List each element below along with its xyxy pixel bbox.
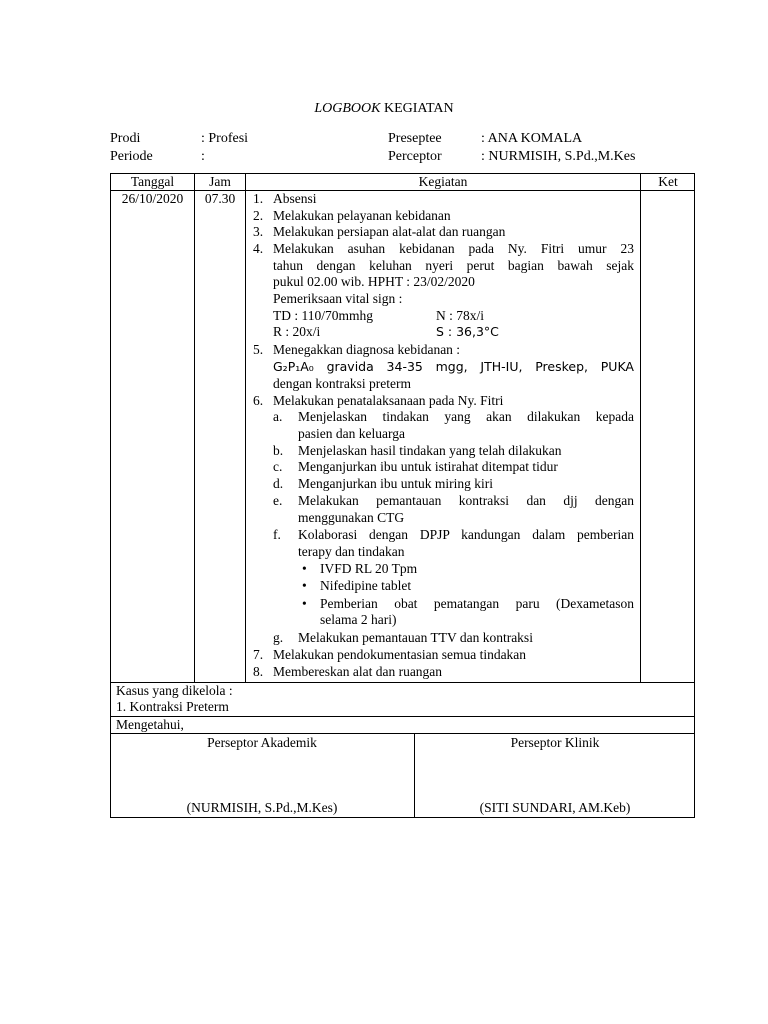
bullet-icon: • <box>302 561 307 576</box>
jam-value: 07.30 <box>204 191 236 206</box>
perceptor-label: Perceptor <box>388 149 442 164</box>
sub-item-letter: g. <box>273 630 284 645</box>
prodi-value: : Profesi <box>201 131 249 146</box>
item-text: Absensi <box>273 191 317 206</box>
sub-item-text: Kolaborasi dengan DPJP kandungan dalam pemberian <box>298 527 634 542</box>
item-number: 6. <box>253 393 264 408</box>
bullet-text: Nifedipine tablet <box>320 578 412 593</box>
bullet-text: selama 2 hari) <box>320 612 397 627</box>
sub-item-text: Melakukan pemantauan kontraksi dan djj dengan <box>298 493 634 508</box>
item-number: 8. <box>253 664 264 679</box>
periode-value: : <box>201 149 205 164</box>
title-italic: LOGBOOK <box>314 101 381 116</box>
periode-label: Periode <box>110 149 153 164</box>
kegiatan-list <box>253 190 634 682</box>
item-number: 1. <box>253 191 264 206</box>
item-text: Pemeriksaan vital sign : <box>273 291 403 306</box>
preseptee-value: : ANA KOMALA <box>481 131 583 146</box>
perseptor-divider <box>110 733 695 734</box>
vital-r: R : 20x/i <box>273 324 321 339</box>
header-ket: Ket <box>658 174 678 189</box>
perseptor-klinik-title: Perseptor Klinik <box>510 735 600 750</box>
tanggal-value: 26/10/2020 <box>121 191 184 206</box>
bullet-text: Pemberian obat pematangan paru (Dexametason <box>320 596 634 611</box>
sub-item-text: Menganjurkan ibu untuk miring kiri <box>298 476 493 491</box>
mengetahui-label: Mengetahui, <box>116 717 184 732</box>
sub-item-text: Menjelaskan tindakan yang akan dilakukan kepada <box>298 409 634 424</box>
item-text: Melakukan penatalaksanaan pada Ny. Fitri <box>273 393 504 408</box>
sub-item-text: Menjelaskan hasil tindakan yang telah dilakukan <box>298 443 562 458</box>
kasus-label: Kasus yang dikelola : <box>116 683 233 698</box>
perseptor-klinik-signature: (SITI SUNDARI, AM.Keb) <box>479 800 631 815</box>
col-divider-jam <box>245 173 246 683</box>
item-text: Melakukan pendokumentasian semua tindakan <box>273 647 527 662</box>
perseptor-akademik-signature: (NURMISIH, S.Pd.,M.Kes) <box>186 800 338 815</box>
bullet-text: IVFD RL 20 Tpm <box>320 561 418 576</box>
sub-item-letter: f. <box>273 527 281 542</box>
vital-td: TD : 110/70mmhg <box>273 308 373 323</box>
item-number: 2. <box>253 208 264 223</box>
kasus-item: 1. Kontraksi Preterm <box>116 699 229 714</box>
sub-item-text: pasien dan keluarga <box>298 426 405 441</box>
perceptor-value: : NURMISIH, S.Pd.,M.Kes <box>481 149 636 164</box>
item-number: 7. <box>253 647 264 662</box>
col-divider-kegiatan <box>640 173 641 683</box>
mengetahui-divider <box>110 716 695 717</box>
sub-item-text: menggunakan CTG <box>298 510 405 525</box>
item-number: 3. <box>253 224 264 239</box>
sub-item-letter: a. <box>273 409 283 424</box>
sub-item-text: Melakukan pemantauan TTV dan kontraksi <box>298 630 533 645</box>
item-text: Melakukan persiapan alat-alat dan ruangan <box>273 224 506 239</box>
item-text: dengan kontraksi preterm <box>273 376 411 391</box>
sub-item-letter: b. <box>273 443 284 458</box>
preseptee-label: Preseptee <box>388 131 442 146</box>
bullet-icon: • <box>302 596 307 611</box>
col-divider-tanggal <box>194 173 195 683</box>
item-number: 5. <box>253 342 264 357</box>
item-text: Menegakkan diagnosa kebidanan : <box>273 342 461 357</box>
sub-item-letter: e. <box>273 493 283 508</box>
vital-n: N : 78x/i <box>436 308 485 323</box>
vital-s: S : 36,3°C <box>436 324 499 339</box>
item-text: Membereskan alat dan ruangan <box>273 664 443 679</box>
item-text: Melakukan pelayanan kebidanan <box>273 208 451 223</box>
item-text: tahun dengan keluhan nyeri perut bagian bawah sejak <box>273 258 634 273</box>
sub-item-letter: c. <box>273 459 283 474</box>
header-tanggal: Tanggal <box>130 174 175 189</box>
item-text: Melakukan asuhan kebidanan pada Ny. Fitri umur 23 <box>273 241 634 256</box>
item-text: pukul 02.00 wib. HPHT : 23/02/2020 <box>273 274 475 289</box>
sub-item-text: terapy dan tindakan <box>298 544 405 559</box>
header-jam: Jam <box>209 174 231 189</box>
prodi-label: Prodi <box>110 131 141 146</box>
sub-item-text: Menganjurkan ibu untuk istirahat ditempat tidur <box>298 459 558 474</box>
bullet-icon: • <box>302 578 307 593</box>
title-rest: KEGIATAN <box>380 101 454 116</box>
diagnosa-text: G₂P₁A₀ gravida 34-35 mgg, JTH-IU, Preskep, PUKA <box>273 359 634 374</box>
header-kegiatan: Kegiatan <box>418 174 468 189</box>
perseptor-akademik-title: Perseptor Akademik <box>207 735 317 750</box>
item-number: 4. <box>253 241 264 256</box>
sub-item-letter: d. <box>273 476 284 491</box>
page-title <box>0 101 768 117</box>
